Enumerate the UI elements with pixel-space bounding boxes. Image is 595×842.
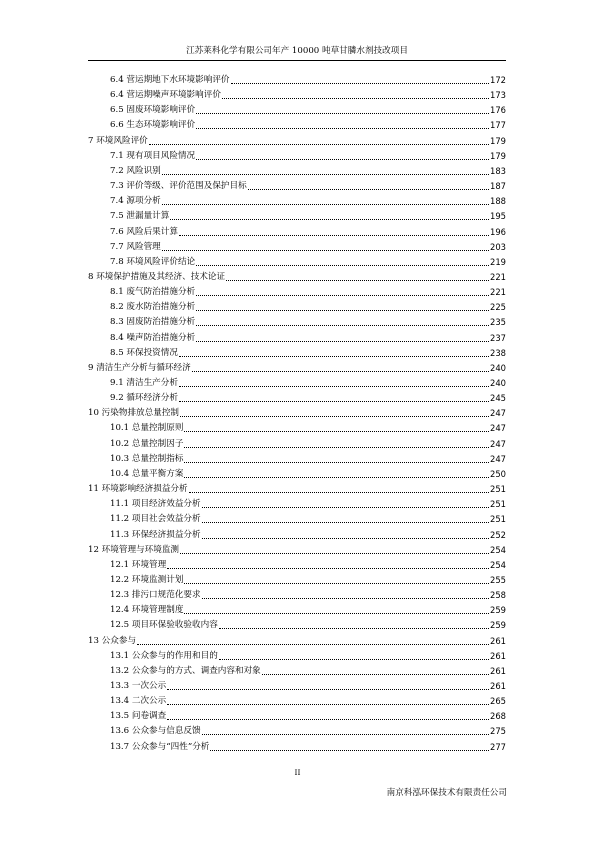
toc-leader-dots	[189, 492, 489, 493]
toc-leader-dots	[196, 113, 489, 114]
toc-entry[interactable]	[88, 375, 506, 389]
toc-entry-page: 247	[490, 453, 506, 464]
toc-entry-label: 11.1 项目经济效益分析	[110, 499, 201, 510]
toc-entry[interactable]	[88, 284, 506, 298]
toc-leader-dots	[202, 734, 489, 735]
toc-leader-dots	[262, 674, 489, 675]
toc-entry-page: 203	[490, 241, 506, 252]
toc-entry-label: 8.1 废气防治措施分析	[110, 287, 196, 298]
toc-entry[interactable]	[88, 102, 506, 116]
toc-entry-label: 6.6 生态环境影响评价	[110, 120, 196, 131]
toc-leader-dots	[180, 553, 489, 554]
toc-entry[interactable]	[88, 224, 506, 238]
toc-entry[interactable]	[88, 72, 506, 86]
toc-entry[interactable]	[88, 345, 506, 359]
toc-entry-label: 10 污染物排放总量控制	[88, 408, 180, 419]
toc-leader-dots	[231, 83, 489, 84]
toc-entry-page: 235	[490, 317, 506, 328]
toc-entry[interactable]	[88, 663, 506, 677]
toc-entry[interactable]	[88, 496, 506, 510]
toc-entry-label: 13.5 问卷调查	[110, 711, 167, 722]
toc-entry[interactable]	[88, 602, 506, 616]
toc-entry-label: 6.4 营运期噪声环境影响评价	[110, 90, 221, 101]
toc-entry-page: 195	[490, 211, 506, 222]
toc-entry[interactable]	[88, 148, 506, 162]
toc-leader-dots	[192, 371, 489, 372]
toc-leader-dots	[179, 401, 489, 402]
toc-entry-label: 6.5 固废环境影响评价	[110, 105, 196, 116]
toc-entry-label: 12 环境管理与环境监测	[88, 544, 180, 555]
toc-leader-dots	[184, 583, 489, 584]
toc-leader-dots	[202, 598, 489, 599]
toc-entry[interactable]	[88, 542, 506, 556]
toc-entry-label: 13.6 公众参与信息反馈	[110, 726, 201, 737]
toc-leader-dots	[167, 719, 489, 720]
toc-entry[interactable]	[88, 708, 506, 722]
toc-leader-dots	[184, 462, 489, 463]
toc-entry-label: 12.1 环境管理	[110, 559, 167, 570]
toc-entry-page: 188	[490, 196, 506, 207]
toc-entry-label: 12.4 环境管理制度	[110, 605, 184, 616]
toc-entry-page: 172	[490, 75, 506, 85]
toc-entry[interactable]	[88, 436, 506, 450]
toc-entry-page: 254	[490, 544, 506, 555]
toc-entry[interactable]	[88, 117, 506, 131]
toc-entry-page: 225	[490, 302, 506, 313]
toc-entry-page: 275	[490, 726, 506, 737]
toc-entry-label: 12.2 环境监测计划	[110, 574, 184, 585]
footer-company: 南京科泓环保技术有限责任公司	[386, 788, 507, 798]
toc-entry[interactable]	[88, 633, 506, 647]
toc-leader-dots	[179, 235, 489, 236]
toc-entry-page: 254	[490, 559, 506, 570]
toc-leader-dots	[167, 704, 489, 705]
toc-entry-page: 221	[490, 287, 506, 298]
toc-entry[interactable]	[88, 254, 506, 268]
toc-leader-dots	[162, 204, 489, 205]
toc-leader-dots	[248, 189, 489, 190]
toc-entry-label: 9.2 循环经济分析	[110, 393, 178, 404]
toc-entry-page: 259	[490, 605, 506, 616]
toc-entry-page: 177	[490, 120, 506, 131]
toc-entry-label: 7.7 风险管理	[110, 241, 161, 252]
toc-entry-label: 13.4 二次公示	[110, 696, 167, 707]
toc-entry-label: 8.4 噪声防治措施分析	[110, 332, 196, 343]
toc-entry[interactable]	[88, 299, 506, 313]
toc-leader-dots	[137, 644, 489, 645]
toc-entry-label: 13.3 一次公示	[110, 681, 167, 691]
toc-entry-page: 250	[490, 468, 506, 479]
toc-entry[interactable]	[88, 739, 506, 753]
toc-entry-page: 245	[490, 393, 506, 404]
toc-entry[interactable]	[88, 163, 506, 177]
running-header: 江苏莱科化学有限公司年产 10000 吨草甘膦水剂技改项目	[186, 46, 408, 56]
toc-entry-page: 219	[490, 256, 506, 267]
toc-entry-page: 261	[490, 665, 506, 676]
toc-entry-page: 255	[490, 574, 506, 585]
toc-entry[interactable]	[88, 269, 506, 283]
toc-entry[interactable]	[88, 587, 506, 601]
toc-entry[interactable]	[88, 360, 506, 374]
toc-entry[interactable]	[88, 133, 506, 147]
toc-entry-label: 10.2 总量控制因子	[110, 438, 184, 449]
toc-leader-dots	[180, 416, 489, 417]
toc-entry-page: 176	[490, 105, 506, 116]
toc-leader-dots	[167, 568, 489, 569]
toc-leader-dots	[222, 98, 489, 99]
toc-entry[interactable]	[88, 208, 506, 222]
toc-entry-page: 261	[490, 650, 506, 661]
toc-entry-label: 6.4 营运期地下水环境影响评价	[110, 75, 230, 85]
toc-leader-dots	[162, 250, 489, 251]
toc-entry-page: 252	[490, 529, 506, 540]
toc-entry[interactable]	[88, 390, 506, 404]
toc-entry-page: 261	[490, 635, 506, 646]
toc-entry-page: 179	[490, 150, 506, 161]
page-number: II	[294, 768, 301, 777]
toc-leader-dots	[179, 386, 489, 387]
toc-entry-label: 13.2 公众参与的方式、调查内容和对象	[110, 665, 261, 676]
toc-entry[interactable]	[88, 420, 506, 434]
header-rule	[88, 60, 506, 61]
toc-entry-label: 11.2 项目社会效益分析	[110, 514, 201, 525]
toc-entry-label: 10.4 总量平衡方案	[110, 468, 184, 479]
toc-entry[interactable]	[88, 511, 506, 525]
toc-entry-label: 13.1 公众参与的作用和目的	[110, 650, 218, 661]
toc-entry-label: 13 公众参与	[88, 635, 137, 646]
toc-entry-page: 265	[490, 696, 506, 707]
toc-entry-label: 10.3 总量控制指标	[110, 453, 184, 464]
toc-entry-label: 7.3 评价等级、评价范围及保护目标	[110, 181, 247, 192]
toc-entry[interactable]	[88, 678, 506, 692]
toc-entry[interactable]	[88, 466, 506, 480]
toc-leader-dots	[196, 341, 489, 342]
toc-entry-label: 11 环境影响经济损益分析	[88, 484, 188, 495]
toc-entry-label: 10.1 总量控制原则	[110, 423, 184, 434]
toc-entry-page: 247	[490, 423, 506, 434]
toc-entry-page: 268	[490, 711, 506, 722]
toc-entry-page: 238	[490, 347, 506, 358]
toc-entry-page: 259	[490, 620, 506, 631]
toc-leader-dots	[196, 159, 489, 160]
toc-entry-page: 251	[490, 499, 506, 510]
toc-leader-dots	[196, 265, 489, 266]
toc-entry-label: 12.3 排污口规范化要求	[110, 590, 201, 601]
toc-leader-dots	[196, 128, 489, 129]
toc-entry-label: 11.3 环保经济损益分析	[110, 529, 201, 540]
toc-entry-page: 183	[490, 165, 506, 176]
toc-entry[interactable]	[88, 314, 506, 328]
toc-entry-label: 9 清洁生产分析与循环经济	[88, 362, 191, 373]
toc-leader-dots	[196, 325, 489, 326]
toc-leader-dots	[167, 689, 489, 690]
toc-entry[interactable]	[88, 239, 506, 253]
toc-entry-page: 237	[490, 332, 506, 343]
toc-entry-label: 7.6 风险后果计算	[110, 226, 178, 237]
toc-leader-dots	[184, 447, 489, 448]
toc-entry-page: 240	[490, 362, 506, 373]
toc-leader-dots	[196, 295, 489, 296]
toc-entry-page: 187	[490, 181, 506, 192]
toc-entry-page: 196	[490, 226, 506, 237]
toc-leader-dots	[202, 538, 489, 539]
toc-entry[interactable]	[88, 330, 506, 344]
toc-leader-dots	[184, 431, 489, 432]
toc-entry[interactable]	[88, 405, 506, 419]
toc-entry-label: 12.5 项目环保验收验收内容	[110, 620, 218, 631]
toc-leader-dots	[179, 356, 489, 357]
toc-entry-label: 7.2 风险识别	[110, 165, 161, 176]
toc-leader-dots	[149, 144, 489, 145]
toc-entry-page: 240	[490, 378, 506, 388]
toc-entry[interactable]	[88, 648, 506, 662]
toc-leader-dots	[202, 522, 489, 523]
toc-entry[interactable]	[88, 617, 506, 631]
toc-entry-label: 7.8 环境风险评价结论	[110, 256, 196, 267]
toc-entry[interactable]	[88, 572, 506, 586]
toc-leader-dots	[210, 750, 489, 751]
toc-entry-label: 7.5 泄漏量计算	[110, 211, 170, 222]
toc-entry-page: 247	[490, 408, 506, 419]
toc-entry-page: 247	[490, 438, 506, 449]
toc-entry[interactable]	[88, 481, 506, 495]
toc-entry-page: 258	[490, 590, 506, 601]
toc-entry-page: 173	[490, 90, 506, 101]
toc-entry-page: 251	[490, 514, 506, 525]
toc-entry-page: 261	[490, 681, 506, 691]
toc-entry-label: 7.1 现有项目风险情况	[110, 150, 196, 161]
toc-leader-dots	[162, 174, 489, 175]
toc-entry-page: 221	[490, 271, 506, 282]
toc-entry-label: 13.7 公众参与“四性”分析	[110, 741, 210, 752]
toc-entry[interactable]	[88, 87, 506, 101]
toc-leader-dots	[184, 477, 489, 478]
toc-entry[interactable]	[88, 178, 506, 192]
toc-entry-label: 8 环境保护措施及其经济、技术论证	[88, 271, 226, 282]
toc-entry-label: 7.4 源项分析	[110, 196, 161, 207]
toc-entry[interactable]	[88, 723, 506, 737]
toc-entry-page: 277	[490, 741, 506, 752]
toc-entry[interactable]	[88, 527, 506, 541]
toc-entry-label: 8.3 固废防治措施分析	[110, 317, 196, 328]
toc-entry-label: 7 环境风险评价	[88, 135, 148, 146]
toc-entry-label: 8.2 废水防治措施分析	[110, 302, 196, 313]
toc-leader-dots	[170, 219, 489, 220]
toc-leader-dots	[226, 280, 489, 281]
toc-entry-page: 179	[490, 135, 506, 146]
toc-leader-dots	[184, 613, 489, 614]
toc-leader-dots	[202, 507, 489, 508]
toc-entry[interactable]	[88, 451, 506, 465]
toc-entry[interactable]	[88, 693, 506, 707]
toc-entry[interactable]	[88, 193, 506, 207]
toc-leader-dots	[219, 628, 489, 629]
toc-leader-dots	[196, 310, 489, 311]
toc-entry[interactable]	[88, 557, 506, 571]
toc-leader-dots	[219, 659, 489, 660]
toc-entry-page: 251	[490, 484, 506, 495]
toc-entry-label: 9.1 清洁生产分析	[110, 378, 178, 388]
toc-entry-label: 8.5 环保投资情况	[110, 347, 178, 358]
